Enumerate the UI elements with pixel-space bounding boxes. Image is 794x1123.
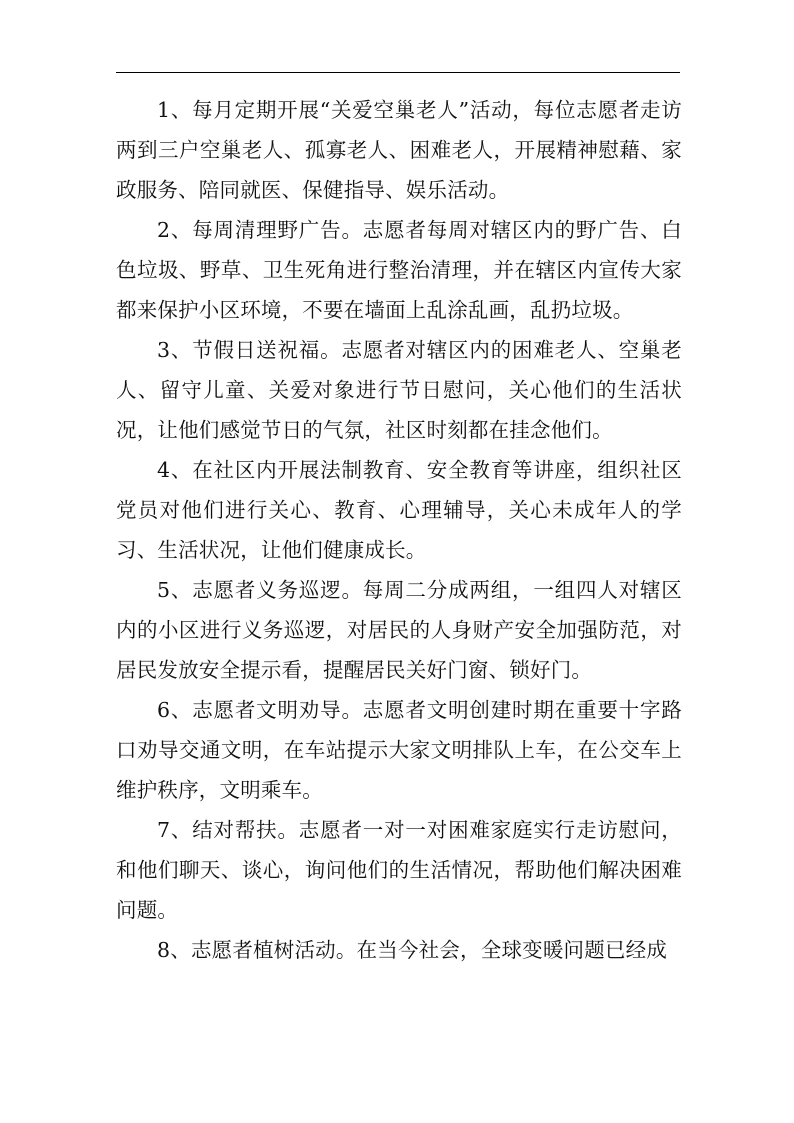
paragraph-7: 7、结对帮扶。志愿者一对一对困难家庭实行走访慰问，和他们聊天、谈心，询问他们的生活情况，帮助他们解决困难问题。 — [116, 818, 682, 922]
paragraph-2: 2、每周清理野广告。志愿者每周对辖区内的野广告、白色垃圾、野草、卫生死角进行整治清理，并在辖区内宣传大家都来保护小区环境，不要在墙面上乱涂乱画，乱扔垃圾。 — [116, 218, 682, 322]
paragraph-1: 1、每月定期开展“关爱空巢老人”活动，每位志愿者走访两到三户空巢老人、孤寡老人、困难老人，开展精神慰藉、家政服务、陪同就医、保健指导、娱乐活动。 — [116, 98, 682, 202]
header-rule — [116, 72, 680, 73]
paragraph-8: 8、志愿者植树活动。在当今社会，全球变暖问题已经成 — [157, 938, 668, 962]
paragraph-3: 3、节假日送祝福。志愿者对辖区内的困难老人、空巢老人、留守儿童、关爱对象进行节日慰问，关心他们的生活状况，让他们感觉节日的气氛，社区时刻都在挂念他们。 — [116, 338, 682, 442]
document-body — [116, 90, 682, 970]
paragraph-6: 6、志愿者文明劝导。志愿者文明创建时期在重要十字路口劝导交通文明，在车站提示大家文明排队上车，在公交车上维护秩序，文明乘车。 — [116, 698, 682, 802]
paragraph-4: 4、在社区内开展法制教育、安全教育等讲座，组织社区党员对他们进行关心、教育、心理辅导，关心未成年人的学习、生活状况，让他们健康成长。 — [116, 458, 682, 562]
paragraph-5: 5、志愿者义务巡逻。每周二分成两组，一组四人对辖区内的小区进行义务巡逻，对居民的人身财产安全加强防范，对居民发放安全提示看，提醒居民关好门窗、锁好门。 — [116, 578, 682, 682]
